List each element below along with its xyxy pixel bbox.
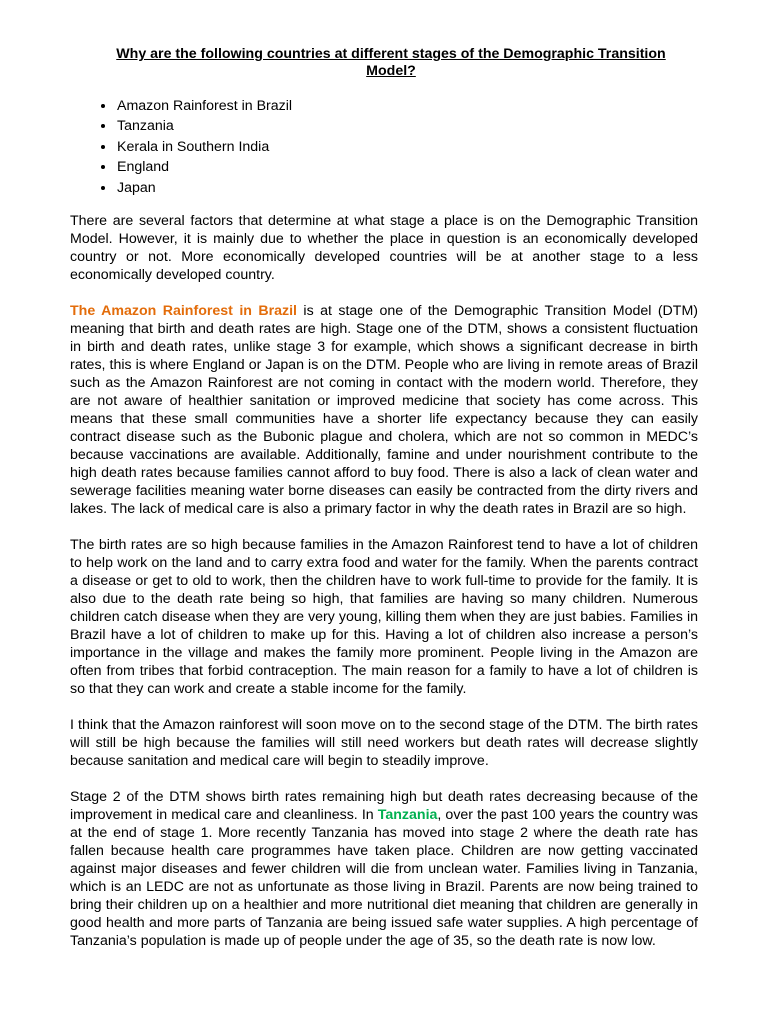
title-line-1: Why are the following countries at different stages of the Demographic Transition (116, 46, 666, 62)
list-item: • Tanzania (116, 116, 698, 136)
list-item: • Kerala in Southern India (116, 137, 698, 157)
amazon-text: is at stage one of the Demographic Transition Model (DTM) meaning that birth and death rates are high. Stage one of the DTM, shows a consistent fluctuation in birth and death rates, unlike stage 3 for example, which shows a significant decrease in birth rates, this is where England or Japan is on the DTM. People who are living in remote areas of Brazil such as the Amazon Rainforest are not coming in contact with the modern world. Therefore, they are not aware of healthier sanitation or improved medicine that society has come across. This means that these small communities have a shorter life expectancy because they can easily contract disease such as the Bubonic plague and cholera, which are not so common in MEDC’s because vaccinations are available. Additionally, famine and under nourishment contribute to the high death rates because families cannot afford to buy food. There is also a lack of clean water and sewerage facilities meaning water borne diseases can easily be contracted from the dirty rivers and lakes. The lack of medical care is also a primary factor in why the death rates in Brazil are so high. (70, 303, 699, 518)
stage2-text-before: Stage 2 of the DTM shows birth rates remaining high but death rates decreasing because of the improvement in medical care and cleanliness. In (70, 789, 698, 824)
list-item: • England (116, 157, 698, 177)
birth-rates-paragraph: The birth rates are so high because families in the Amazon Rainforest tend to have a lot of children to help work on the land and to carry extra food and water for the family. When the parents contract a disease or get to old to work, then the children have to work full-time to provide for the family. It is also due to the death rate being so high, that families are having so many children. Numerous children catch disease when they are very young, killing them when they are just babies. Families in Brazil have a lot of children to make up for this. Having a lot of children also increase a person’s importance in the village and makes the family more prominent. People living in the Amazon are often from tribes that forbid contraception. The main reason for a family to have a lot of children is so that they can work and create a stable income for the family. (70, 537, 698, 698)
opinion-paragraph: I think that the Amazon rainforest will soon move on to the second stage of the DTM. The birth rates will still be high because the families will still need workers but death rates will decrease slightly because sanitation and medical care will begin to steadily improve. (70, 717, 698, 770)
countries-list (70, 96, 698, 198)
list-item: • Amazon Rainforest in Brazil (116, 96, 698, 116)
stage2-text-after: , over the past 100 years the country was at the end of stage 1. More recently Tanzania has moved into stage 2 where the death rate has fallen because health care programmes have taken place. Children are now getting vaccinated against major diseases and fewer children will die from unclean water. Families living in Tanzania, which is an LEDC are not as unfortunate as those living in Brazil. Parents are now being trained to bring their children up on a healthier and more nutritional diet meaning that children are generally in good health and more parts of Tanzania are being issued safe water supplies. A high percentage of Tanzania’s population is made up of people under the age of 35, so the death rate is now low. (70, 807, 698, 950)
tanzania-highlight: Tanzania (377, 807, 438, 824)
amazon-heading: The Amazon Rainforest in Brazil (70, 303, 297, 320)
amazon-paragraph (70, 302, 698, 518)
title-line-2: Model? (366, 63, 416, 79)
stage2-paragraph (70, 788, 698, 950)
document-title (70, 46, 698, 80)
intro-paragraph: There are several factors that determine at what stage a place is on the Demographic Transition Model. However, it is mainly due to whether the place in question is an economically developed country or not. More economically developed countries will be at another stage to a less economically developed country. (70, 213, 698, 284)
list-item: • Japan (116, 178, 698, 198)
